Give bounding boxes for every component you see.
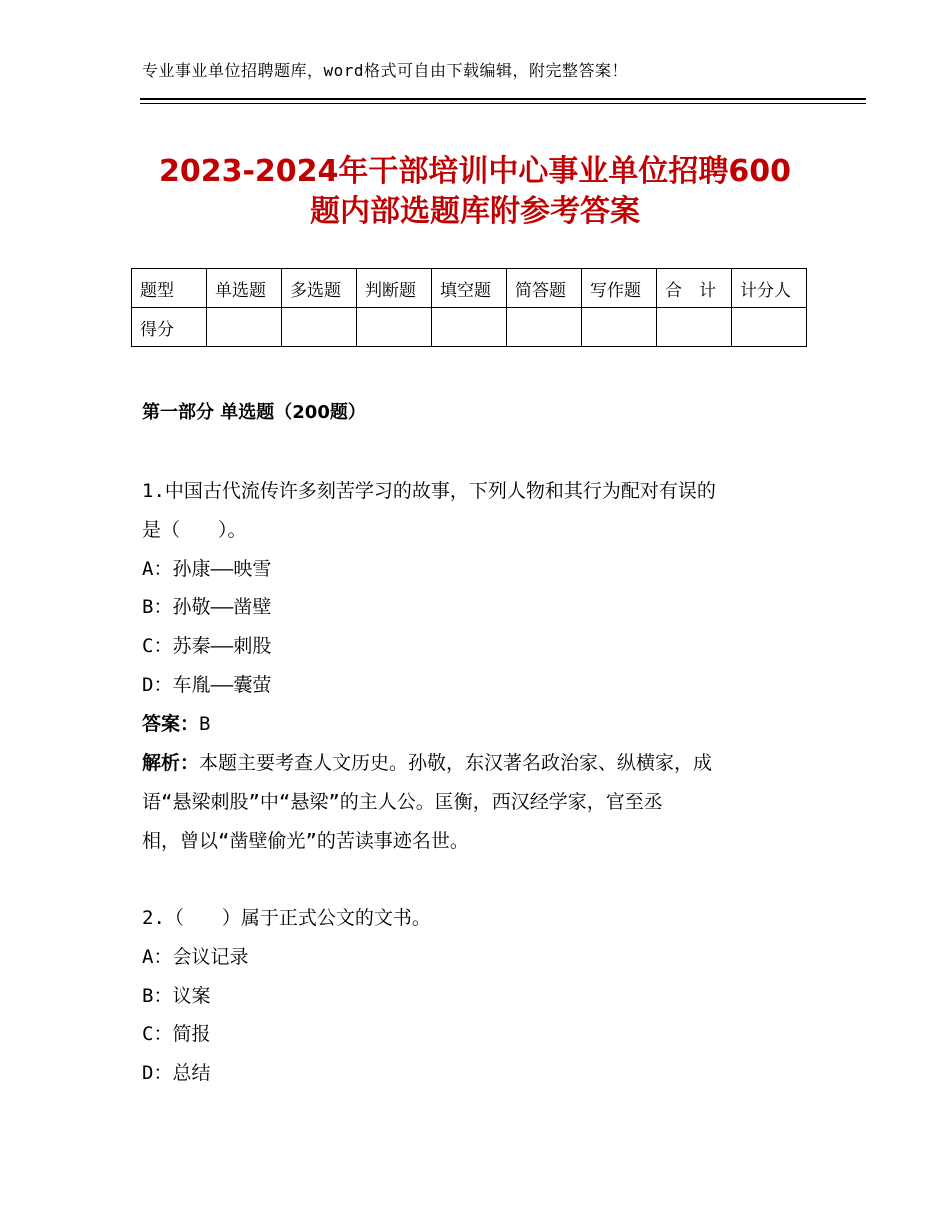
score-header-cell: 合 计	[657, 269, 732, 308]
score-cell	[357, 308, 432, 347]
analysis-text: 本题主要考查人文历史。孙敬，东汉著名政治家、纵横家，成	[199, 752, 713, 774]
score-header-cell: 单选题	[207, 269, 282, 308]
score-header-cell: 计分人	[732, 269, 807, 308]
score-header-cell: 题型	[132, 269, 207, 308]
q2-stem: 2.（ ）属于正式公文的文书。	[142, 907, 431, 929]
q2-option-d: D：总结	[142, 1062, 211, 1084]
q1-stem-line-1: 1.中国古代流传许多刻苦学习的故事，下列人物和其行为配对有误的	[142, 480, 716, 502]
document-title	[100, 152, 850, 232]
q1-analysis-line-3: 相，曾以“凿壁偷光”的苦读事迹名世。	[142, 830, 469, 852]
score-cell	[282, 308, 357, 347]
score-table-score-row	[132, 308, 807, 347]
q2-option-b: B：议案	[142, 985, 211, 1007]
score-table-header-row	[132, 269, 807, 308]
title-line-2: 题内部选题库附参考答案	[310, 194, 640, 229]
q1-analysis-line-2: 语“悬梁刺股”中“悬梁”的主人公。匡衡，西汉经学家，官至丞	[142, 791, 663, 813]
score-header-cell: 写作题	[582, 269, 657, 308]
score-cell	[657, 308, 732, 347]
score-cell	[732, 308, 807, 347]
header-rule-thin	[140, 103, 866, 104]
header-note: 专业事业单位招聘题库，word格式可自由下载编辑，附完整答案！	[142, 61, 629, 80]
q1-analysis-line-1	[142, 748, 712, 775]
score-cell	[432, 308, 507, 347]
q1-option-a: A：孙康——映雪	[142, 558, 272, 580]
score-header-cell: 简答题	[507, 269, 582, 308]
answer-value: B	[199, 713, 211, 735]
score-row-label: 得分	[132, 308, 207, 347]
q2-option-c: C：简报	[142, 1023, 211, 1045]
score-header-cell: 判断题	[357, 269, 432, 308]
q1-option-d: D：车胤——囊萤	[142, 674, 272, 696]
score-table	[131, 268, 807, 347]
q1-stem-line-2: 是（ ）。	[142, 519, 247, 541]
q1-option-c: C：苏秦——刺股	[142, 635, 272, 657]
title-line-1: 2023-2024年干部培训中心事业单位招聘600	[158, 154, 792, 189]
score-header-cell: 多选题	[282, 269, 357, 308]
score-header-cell: 填空题	[432, 269, 507, 308]
header-rule-thick	[140, 98, 866, 100]
score-cell	[207, 308, 282, 347]
section-title: 第一部分 单选题（200题）	[142, 402, 366, 423]
q2-option-a: A：会议记录	[142, 946, 249, 968]
q1-answer	[142, 709, 210, 736]
score-cell	[582, 308, 657, 347]
q1-option-b: B：孙敬——凿壁	[142, 596, 272, 618]
analysis-label: 解析：	[142, 752, 200, 774]
answer-label: 答案：	[142, 713, 200, 735]
score-cell	[507, 308, 582, 347]
